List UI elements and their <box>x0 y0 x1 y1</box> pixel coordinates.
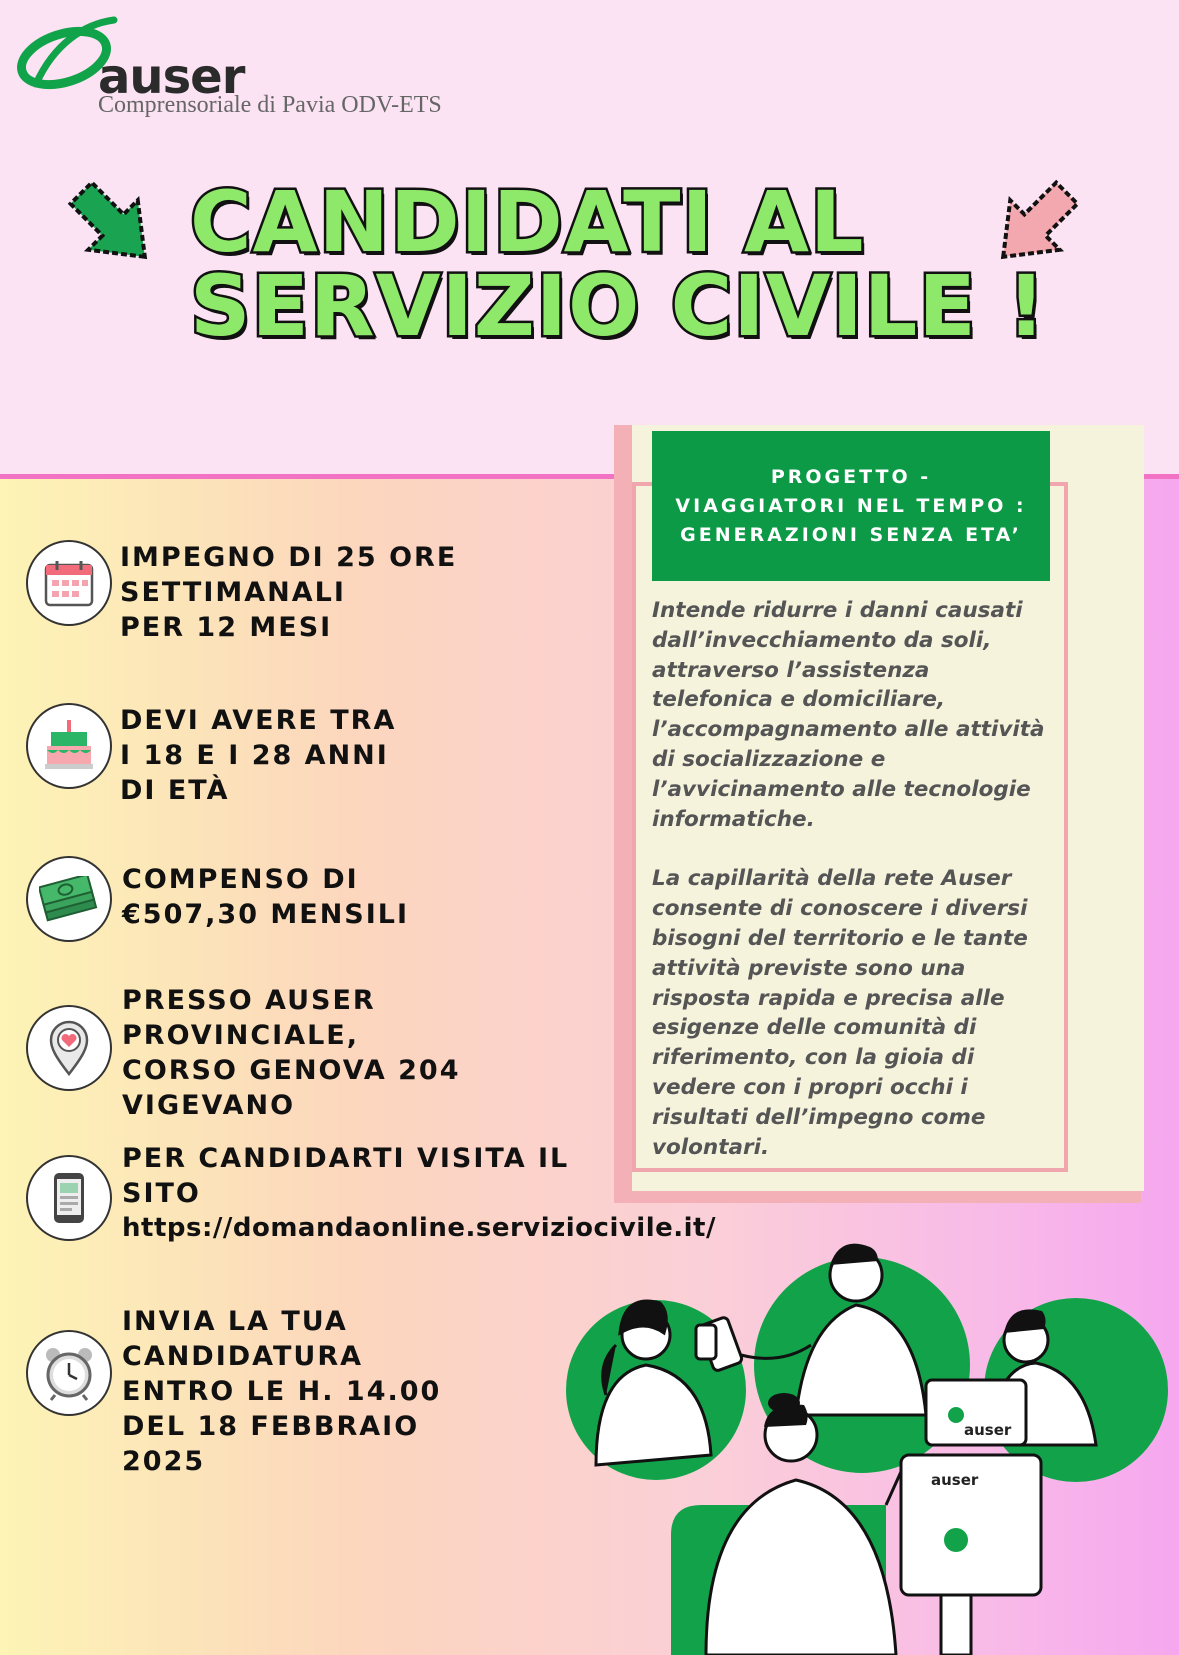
smartphone-icon <box>26 1155 112 1241</box>
volunteers-illustration <box>556 1215 1179 1655</box>
svg-text:auser: auser <box>931 1471 979 1489</box>
application-link[interactable]: https://domandaonline.serviziocivile.it/ <box>122 1213 716 1243</box>
money-icon <box>26 856 112 942</box>
feature-commitment <box>26 540 457 645</box>
title-line-2: SERVIZIO CIVILE ! <box>190 257 1047 355</box>
calendar-icon <box>26 540 112 626</box>
project-title: PROGETTO - VIAGGIATORI NEL TEMPO : GENERAZIONI SENZA ETA’ <box>652 431 1050 581</box>
feature-age <box>26 703 396 808</box>
desktop-monitor-figure <box>901 1455 1041 1655</box>
feature-deadline <box>26 1306 442 1479</box>
auser-logo <box>14 14 534 124</box>
feature-location <box>26 985 461 1123</box>
alarm-clock-icon <box>26 1330 112 1416</box>
feature-text: DEVI AVERE TRA I 18 E I 28 ANNI DI ETÀ <box>120 705 397 806</box>
location-pin-icon <box>26 1005 112 1091</box>
project-paragraph-2: La capillarità della rete Auser consente di conoscere i diversi bisogni del territorio e le tante attività previste sono una risposta rapida e precisa alle esigenze delle comunità di riferimento, con la gioia di vedere con i propri occhi i risultati dell’impegno come volontari. <box>652 866 1028 1160</box>
svg-text:auser: auser <box>964 1421 1012 1439</box>
logo-brand-text: auser <box>98 49 245 105</box>
title-line-1: CANDIDATI AL <box>190 173 865 271</box>
feature-text: IMPEGNO DI 25 ORE SETTIMANALI PER 12 MESI <box>120 542 458 643</box>
feature-text: INVIA LA TUA CANDIDATURA ENTRO LE H. 14.00 DEL 18 FEBBRAIO 2025 <box>122 1306 442 1477</box>
project-paragraph-1: Intende ridurre i danni causati dall’invecchiamento da soli, attraverso l’assistenza telefonica e domiciliare, l’accompagnamento alle attività di socializzazione e l’avvicinamento alle tecnologie informatiche. <box>652 598 1045 832</box>
page-title <box>190 173 1047 355</box>
feature-text: COMPENSO DI €507,30 MENSILI <box>122 864 410 930</box>
green-cursor-arrow-icon <box>58 170 168 280</box>
logo-subtitle: Comprensoriale di Pavia ODV-ETS <box>98 92 442 118</box>
project-description <box>652 596 1052 1192</box>
cake-icon <box>26 703 112 789</box>
feature-compensation <box>26 856 409 942</box>
feature-text: PER CANDIDARTI VISITA IL SITO <box>122 1143 570 1209</box>
feature-text: PRESSO AUSER PROVINCIALE, CORSO GENOVA 204 VIGEVANO <box>122 985 461 1121</box>
